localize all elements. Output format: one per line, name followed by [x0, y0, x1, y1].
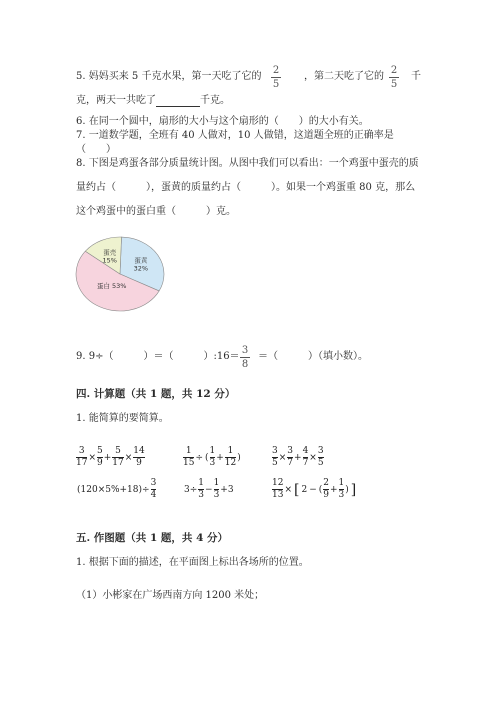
- calc-expr-1: $\frac{3}{17}$ × $\frac{5}{9}$ + $\frac{5}{17}$ × $\frac{14}{9}$: [76, 446, 145, 468]
- egg-composition-pie-chart: [70, 232, 170, 316]
- section-4-title: 四. 计算题（共 1 题，共 12 分）: [76, 388, 236, 400]
- q6-text: 6. 在同一个圆中，扇形的大小与这个扇形的（ ）的大小有关。: [76, 116, 369, 127]
- section-4-q1: 1. 能简算的要简算。: [76, 413, 169, 424]
- q7-line1: 7. 一道数学题，全班有 40 人做对，10 人做错，这道题全班的正确率是: [76, 130, 394, 141]
- fraction-numerator: 3: [241, 345, 249, 356]
- calc-expr-3: $\frac{3}{5}$ × $\frac{3}{7}$ + $\frac{4}{7}$ × $\frac{3}{5}$: [272, 446, 324, 468]
- q8-line2: 量约占（ ），蛋黄的质量约占（ ）。如果一个鸡蛋重 80 克，那么: [76, 182, 416, 193]
- answer-blank[interactable]: [156, 96, 200, 107]
- q8-line3: 这个鸡蛋中的蛋白重（ ）克。: [76, 206, 236, 217]
- fraction-denominator: 5: [390, 79, 398, 90]
- pie-label-1: 蛋白 53%: [96, 281, 127, 290]
- q5-fraction-2: [389, 65, 399, 90]
- q5-line2: [76, 95, 230, 107]
- calc-expr-5: 3÷ $\frac{1}{3}$ − $\frac{1}{3}$ +3: [184, 478, 234, 500]
- q5-line2-a: 克，两天一共吃了: [76, 95, 156, 106]
- pie-label-0: 蛋黄: [134, 256, 148, 265]
- q5-line2-b: 千克。: [200, 95, 230, 106]
- q9-a: 9. 9÷（ ）＝（ ）:16＝: [76, 351, 240, 362]
- calc-expr-6: $\frac{12}{13}$ × [ 2 − ( $\frac{2}{9}$ + $\frac{1}{3}$ ) ]: [272, 478, 357, 500]
- q9-fraction: [240, 345, 250, 370]
- pie-label-2: 蛋壳: [103, 248, 117, 257]
- calc-expr-4: (120×5%+18)÷ $\frac{3}{4}$: [77, 478, 157, 500]
- q5-line1-a: 5. 妈妈买来 5 千克水果，第一天吃了它的: [76, 71, 262, 82]
- q5-fraction-1: [271, 65, 281, 90]
- q7-line2: （ ）: [76, 144, 116, 155]
- q5-line1-b: ，第二天吃了它的: [304, 71, 384, 82]
- section-5-title: 五. 作图题（共 1 题，共 4 分）: [76, 532, 229, 544]
- q5-line1-c: 千: [411, 71, 421, 82]
- q8-line1: 8. 下图是鸡蛋各部分质量统计图。从图中我们可以看出：一个鸡蛋中蛋壳的质: [76, 158, 419, 169]
- fraction-denominator: 8: [241, 359, 249, 370]
- pie-value-2: 15%: [102, 256, 117, 265]
- section-5-q1: 1. 根据下面的描述，在平面图上标出各场所的位置。: [76, 557, 309, 568]
- q9-b: ＝（ ）（填小数）。: [258, 351, 368, 362]
- pie-value-0: 32%: [133, 264, 149, 273]
- fraction-numerator: 2: [272, 65, 280, 76]
- calc-expr-2: $\frac{1}{15}$ ÷ ( $\frac{1}{3}$ + $\frac{1}{12}$ ): [183, 446, 241, 468]
- fraction-numerator: 2: [390, 65, 398, 76]
- fraction-denominator: 5: [272, 79, 280, 90]
- section-5-sub1: （1）小彬家在广场西南方向 1200 米处；: [76, 590, 265, 601]
